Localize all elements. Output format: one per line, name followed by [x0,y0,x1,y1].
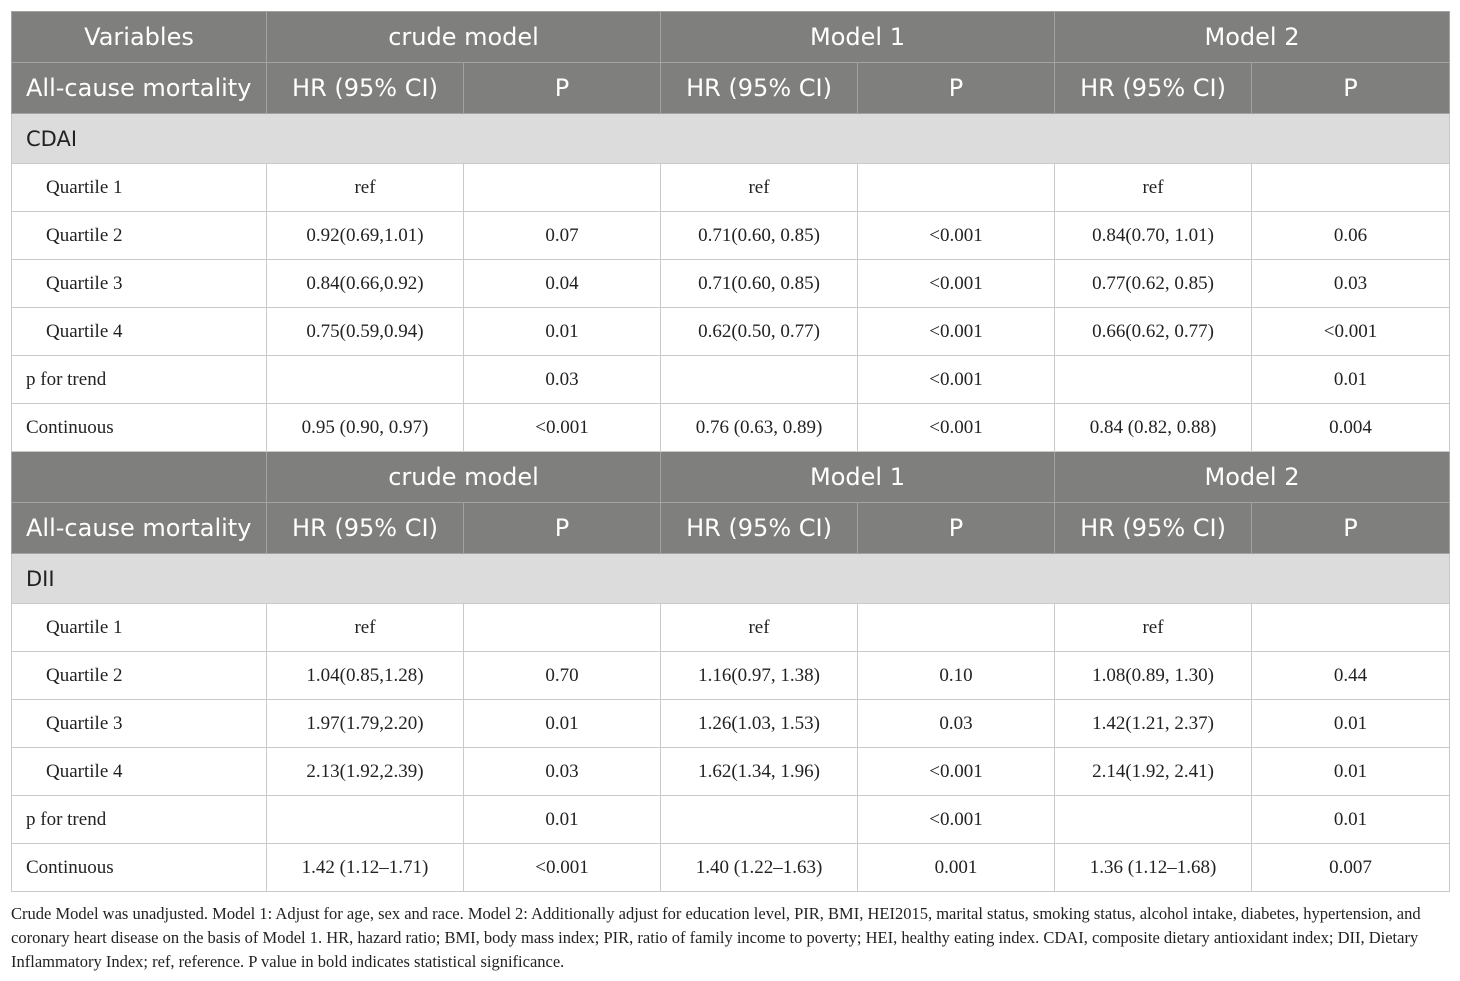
table-cell [1252,604,1450,652]
table-cell: 1.97(1.79,2.20) [267,700,464,748]
hr-header: HR (95% CI) [661,503,858,554]
table-cell [1055,356,1252,404]
table-row [12,164,1450,212]
table-cell: 0.007 [1252,844,1450,892]
p-header: P [1252,503,1450,554]
table-cell: ref [661,164,858,212]
table-cell: ref [267,604,464,652]
table-cell: 0.62(0.50, 0.77) [661,308,858,356]
table-cell: 0.84(0.70, 1.01) [1055,212,1252,260]
table-cell: 0.95 (0.90, 0.97) [267,404,464,452]
table-cell: 0.71(0.60, 0.85) [661,212,858,260]
table-cell: 0.06 [1252,212,1450,260]
sub-header-row [12,503,1450,554]
table-cell: 1.42 (1.12–1.71) [267,844,464,892]
row-label: Quartile 2 [12,652,267,700]
table-cell: 0.07 [464,212,661,260]
section-title: DII [12,554,1450,604]
section-row-cdai [12,114,1450,164]
table-row [12,308,1450,356]
table-cell: 0.44 [1252,652,1450,700]
table-cell: 1.04(0.85,1.28) [267,652,464,700]
table-row [12,604,1450,652]
table-cell: <0.001 [1252,308,1450,356]
table-cell: ref [267,164,464,212]
table-cell: <0.001 [858,748,1055,796]
table-cell: 1.16(0.97, 1.38) [661,652,858,700]
table-cell: 0.92(0.69,1.01) [267,212,464,260]
table-cell: 0.01 [464,796,661,844]
row-label: Quartile 3 [12,700,267,748]
row-label: Quartile 2 [12,212,267,260]
table-cell: 2.13(1.92,2.39) [267,748,464,796]
table-cell: 0.03 [464,748,661,796]
table-cell: ref [1055,164,1252,212]
model-1-header: Model 1 [661,452,1055,503]
table-cell: 0.71(0.60, 0.85) [661,260,858,308]
outcome-header: All-cause mortality [12,503,267,554]
table-cell: 0.03 [464,356,661,404]
table-cell: <0.001 [858,404,1055,452]
group-header-row [12,12,1450,63]
hr-header: HR (95% CI) [1055,63,1252,114]
crude-model-header: crude model [267,452,661,503]
table-body [12,12,1450,892]
row-label: Quartile 1 [12,604,267,652]
table-row [12,356,1450,404]
table-row [12,212,1450,260]
table-cell: 0.84 (0.82, 0.88) [1055,404,1252,452]
model-2-header: Model 2 [1055,12,1450,63]
table-cell: <0.001 [464,844,661,892]
table-cell [858,604,1055,652]
table-cell: 0.01 [1252,796,1450,844]
row-label: Continuous [12,404,267,452]
hr-header: HR (95% CI) [661,63,858,114]
table-cell: <0.001 [858,260,1055,308]
table-cell: ref [1055,604,1252,652]
table-cell: 0.10 [858,652,1055,700]
section-title: CDAI [12,114,1450,164]
table-cell: 0.01 [464,700,661,748]
table-cell [661,356,858,404]
row-label: Quartile 4 [12,748,267,796]
table-cell: 0.01 [1252,700,1450,748]
table-cell: 0.01 [464,308,661,356]
table-cell [661,796,858,844]
p-header: P [464,503,661,554]
table-cell: 0.01 [1252,748,1450,796]
table-cell [1252,164,1450,212]
model-1-header: Model 1 [661,12,1055,63]
table-cell [464,164,661,212]
hr-header: HR (95% CI) [267,63,464,114]
table-cell: 0.75(0.59,0.94) [267,308,464,356]
table-cell: 1.36 (1.12–1.68) [1055,844,1252,892]
table-cell: <0.001 [858,212,1055,260]
table-cell: <0.001 [858,308,1055,356]
table-cell: 0.66(0.62, 0.77) [1055,308,1252,356]
row-label: Quartile 4 [12,308,267,356]
table-row [12,652,1450,700]
table-cell: 1.26(1.03, 1.53) [661,700,858,748]
crude-model-header: crude model [267,12,661,63]
table-cell: 0.03 [858,700,1055,748]
table-cell: 0.001 [858,844,1055,892]
row-label: p for trend [12,796,267,844]
table-row [12,796,1450,844]
results-table-container [11,11,1449,892]
row-label: Quartile 3 [12,260,267,308]
table-cell: 1.62(1.34, 1.96) [661,748,858,796]
row-label: Quartile 1 [12,164,267,212]
p-header: P [464,63,661,114]
model-2-header: Model 2 [1055,452,1450,503]
table-row [12,700,1450,748]
table-cell [464,604,661,652]
table-cell: 0.70 [464,652,661,700]
group-header-row [12,452,1450,503]
table-cell: <0.001 [464,404,661,452]
sub-header-row [12,63,1450,114]
table-row [12,260,1450,308]
table-cell [858,164,1055,212]
empty-header [12,452,267,503]
table-row [12,748,1450,796]
table-cell [267,796,464,844]
table-cell: 0.03 [1252,260,1450,308]
table-cell: 0.76 (0.63, 0.89) [661,404,858,452]
table-cell: 2.14(1.92, 2.41) [1055,748,1252,796]
table-cell [1055,796,1252,844]
hazard-ratio-table [11,11,1450,892]
table-row [12,844,1450,892]
table-cell: 0.004 [1252,404,1450,452]
section-row-dii [12,554,1450,604]
table-cell: 1.08(0.89, 1.30) [1055,652,1252,700]
table-cell: 0.77(0.62, 0.85) [1055,260,1252,308]
table-cell: <0.001 [858,356,1055,404]
variables-header: Variables [12,12,267,63]
table-cell: 1.40 (1.22–1.63) [661,844,858,892]
p-header: P [858,63,1055,114]
table-cell: <0.001 [858,796,1055,844]
table-cell: ref [661,604,858,652]
table-cell: 1.42(1.21, 2.37) [1055,700,1252,748]
outcome-header: All-cause mortality [12,63,267,114]
hr-header: HR (95% CI) [1055,503,1252,554]
table-cell: 0.84(0.66,0.92) [267,260,464,308]
table-cell: 0.04 [464,260,661,308]
table-cell: 0.01 [1252,356,1450,404]
table-footnote: Crude Model was unadjusted. Model 1: Adjust for age, sex and race. Model 2: Additionally adjust for education level, PIR, BMI, HEI2015, marital status, smoking status, alcohol intake, diabetes, hypertension, and coronary heart disease on the basis of Model 1. HR, hazard ratio; BMI, body mass index; PIR, ratio of family income to poverty; HEI, healthy eating index. CDAI, composite dietary antioxidant index; DII, Dietary Inflammatory Index; ref, reference. P value in bold indicates statistical significance. [11,904,1421,971]
hr-header: HR (95% CI) [267,503,464,554]
table-row [12,404,1450,452]
p-header: P [1252,63,1450,114]
p-header: P [858,503,1055,554]
row-label: Continuous [12,844,267,892]
table-cell [267,356,464,404]
row-label: p for trend [12,356,267,404]
